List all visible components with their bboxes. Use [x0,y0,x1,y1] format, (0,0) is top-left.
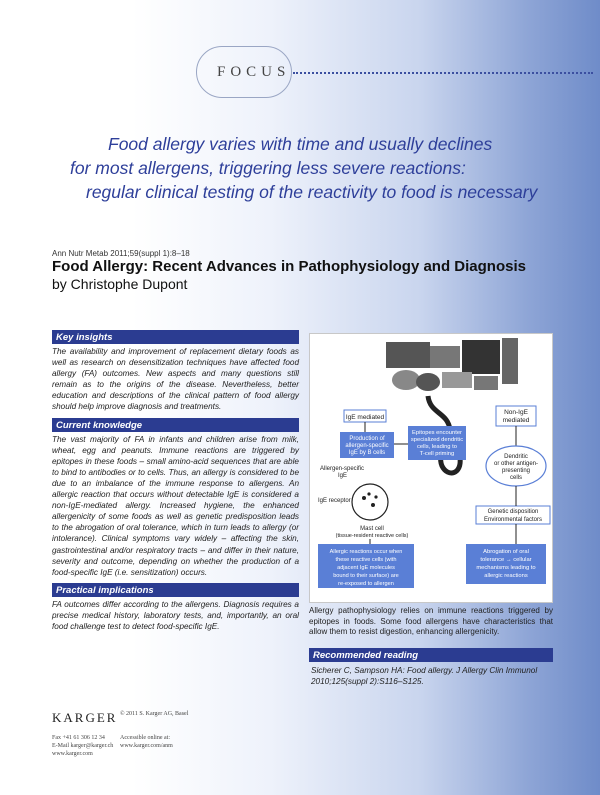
right-column [309,333,553,687]
epitopes-line-4: T-cell priming [419,451,455,457]
pathophysiology-figure [309,333,553,603]
mast-cell-label-2: (tissue-resident reactive cells) [335,533,409,539]
production-line-1: Production of [349,436,385,442]
allergic-line-5: re-exposed to allergen [338,581,394,587]
epitopes-line-3: cells, leading to [417,444,457,450]
footer-copyright-block [120,710,280,750]
tagline-line-3: regular clinical testing of the reactivity to food is necessary [86,182,538,202]
abrogation-line-1: Abrogation of oral [483,549,529,555]
tagline-line-1: Food allergy varies with time and usually declines [108,134,493,154]
figure-caption: Allergy pathophysiology relies on immune reactions triggered by epitopes in foods. Some food allergens have characteristics that allow them to resist digestion, enhancing allergenicity. [309,606,553,636]
ige-mediated-label: IgE mediated [345,414,385,421]
dendritic-line-1: Dendritic [504,454,528,460]
tagline [0,132,600,204]
allergen-specific-label-1: Allergen-specific [320,466,365,472]
food-photo-bottle [502,338,518,384]
non-ige-mediated-label-1: Non-IgE [504,409,528,416]
practical-implications-body: FA outcomes differ according to the allergens. Diagnosis requires a precise medical history, laboratory tests, and, importantly, an oral food challenge test to detect food-specific IgE. [52,599,299,631]
genetic-line-2: Environmental factors [483,517,543,523]
mast-cell-granule [367,492,370,495]
footer-email[interactable]: E-Mail karger@karger.ch [52,743,114,749]
allergic-line-2: these reactive cells (with [335,557,397,563]
citation: Ann Nutr Metab 2011;59(suppl 1):8–18 [52,249,190,258]
left-column [52,330,299,637]
recommended-reading-body: Sicherer C, Sampson HA: Food allergy. J Allergy Clin Immunol 2010;125(suppl 2):S116–S125. [311,665,538,686]
food-photo-egg [392,370,420,390]
food-photo-bread [462,340,500,374]
food-photo-nuts [442,372,472,388]
footer-accessible-url[interactable]: www.karger.com/anm [120,743,173,749]
publisher-logo: KARGER [52,710,118,725]
mast-cell-granule [362,496,366,500]
non-ige-mediated-label-2: mediated [502,417,530,424]
epitopes-line-2: specialized dendritic [410,437,464,443]
abrogation-line-3: mechanisms leading to [476,565,536,571]
production-line-2: allergen-specific [345,443,389,449]
food-photo-fish [474,376,498,390]
allergic-line-1: Allergic reactions occur when [329,549,403,555]
allergic-line-3: adjacent IgE molecules [337,565,395,571]
food-photo-egg-2 [416,373,440,391]
footer [52,710,312,757]
practical-implications-heading: Practical implications [52,583,299,597]
recommended-reading-heading: Recommended reading [309,648,553,662]
article-author: by Christophe Dupont [52,276,188,292]
mast-cell-granule [374,495,377,498]
dendritic-line-3: presenting [501,468,531,474]
abrogation-line-2: tolerance → cellular [480,557,532,563]
mast-cell-granule [371,503,375,507]
header-dotted-divider [293,72,593,74]
mast-cell-label-1: Mast cell [360,526,384,532]
footer-website[interactable]: www.karger.com [52,751,93,757]
abrogation-line-4: allergic reactions [484,573,528,579]
footer-contact [52,734,122,758]
epitopes-line-1: Epitopes encounter [412,430,462,436]
article-title: Food Allergy: Recent Advances in Pathophysiology and Diagnosis [52,258,526,275]
footer-copyright: © 2011 S. Karger AG, Basel [120,711,189,717]
key-insights-body: The availability and improvement of replacement dietary foods as well as research on desensitization techniques have affected food allergy (FA) outcomes. New aspects and many questions still remain as to the origins of the disease. Nevertheless, better education and descriptions of the clinical pattern of food allergy should help improve diagnosis and treatments. [52,347,299,412]
dendritic-line-2: or other antigen- [493,461,539,467]
footer-fax: Fax +41 61 306 12 34 [52,735,105,741]
key-insights-heading: Key insights [52,330,299,344]
allergen-specific-label-2: IgE [338,473,348,479]
food-photo-milk [386,342,430,368]
genetic-line-1: Genetic disposition [487,509,539,515]
focus-label: FOCUS [217,64,291,80]
ige-receptor-label: IgE receptor [318,498,351,504]
dendritic-line-4: cells [509,475,523,481]
allergic-line-4: bound to their surface) are [333,573,399,579]
current-knowledge-heading: Current knowledge [52,418,299,432]
pathophysiology-diagram [310,334,552,602]
mast-cell-icon [352,484,388,520]
food-images [386,338,518,391]
tagline-line-2: for most allergens, triggering less severe reactions: [70,158,466,178]
production-line-3: IgE by B cells [348,450,386,456]
footer-accessible-label: Accessible online at: [120,735,170,741]
food-photo-grains [430,346,460,368]
current-knowledge-body: The vast majority of FA in infants and children arise from milk, wheat, egg and peanuts. Immune reactions are triggered by epitopes in these foods – small amino-acid sequences that are able to bind to antibodies or to cells. Thus, an allergy is considered to be due to an imbalance of the immune response to allergens. An allergic reaction that occurs without detectable IgE is considered a non-IgE-mediated allergy. Increased hygiene, the enhanced allergenicity of some foods as well as genetic predisposition leads to the abrogation of oral tolerance, which in turn leads to allergy (or intolerance). Clinical symptoms vary widely – affecting the skin, gastrointestinal and/or respiratory tracts – and differ in their nature, severity and outcome, depending on whether the production of a food-specific IgE (i.e. sensitization) occurs. [52,434,299,577]
